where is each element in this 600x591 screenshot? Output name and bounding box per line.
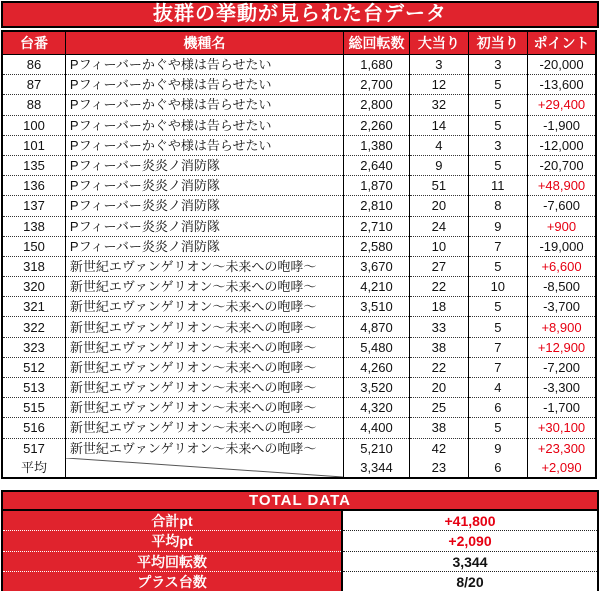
cell-jackpot: 10 xyxy=(410,236,468,256)
cell-machine-number: 88 xyxy=(2,95,65,115)
cell-first-hit: 4 xyxy=(468,378,527,398)
cell-machine-number: 136 xyxy=(2,176,65,196)
cell-jackpot: 51 xyxy=(410,176,468,196)
cell-machine-number: 137 xyxy=(2,196,65,216)
cell-total-spins: 4,400 xyxy=(343,418,409,438)
cell-jackpot: 3 xyxy=(410,55,468,75)
cell-machine-name: Pフィーバーかぐや様は告らせたい xyxy=(65,135,343,155)
table-row xyxy=(2,155,596,175)
cell-jackpot: 27 xyxy=(410,256,468,276)
cell-machine-number: 87 xyxy=(2,75,65,95)
cell-jackpot: 18 xyxy=(410,297,468,317)
cell-points: +12,900 xyxy=(528,337,597,357)
diagonal-line xyxy=(66,458,343,477)
col-header-first-hit: 初当り xyxy=(468,31,527,55)
table-row xyxy=(2,378,596,398)
cell-first-hit: 5 xyxy=(468,115,527,135)
average-points: +2,090 xyxy=(528,458,597,478)
cell-total-spins: 3,520 xyxy=(343,378,409,398)
cell-points: -20,000 xyxy=(528,55,597,75)
cell-machine-number: 318 xyxy=(2,256,65,276)
table-row xyxy=(2,196,596,216)
cell-first-hit: 5 xyxy=(468,297,527,317)
cell-machine-name: Pフィーバー炎炎ノ消防隊 xyxy=(65,155,343,175)
cell-jackpot: 12 xyxy=(410,75,468,95)
cell-first-hit: 10 xyxy=(468,277,527,297)
cell-jackpot: 38 xyxy=(410,418,468,438)
cell-jackpot: 32 xyxy=(410,95,468,115)
total-row-label: 平均pt xyxy=(2,531,342,552)
cell-first-hit: 9 xyxy=(468,438,527,458)
cell-machine-number: 321 xyxy=(2,297,65,317)
cell-machine-number: 138 xyxy=(2,216,65,236)
cell-jackpot: 38 xyxy=(410,337,468,357)
cell-machine-name: 新世紀エヴァンゲリオン～未来への咆哮～ xyxy=(65,438,343,458)
cell-first-hit: 3 xyxy=(468,135,527,155)
cell-points: +29,400 xyxy=(528,95,597,115)
cell-machine-number: 515 xyxy=(2,398,65,418)
total-row-value: 3,344 xyxy=(342,551,598,572)
average-name-cell-diagonal xyxy=(65,458,343,478)
cell-first-hit: 9 xyxy=(468,216,527,236)
cell-jackpot: 33 xyxy=(410,317,468,337)
cell-points: -7,200 xyxy=(528,357,597,377)
average-jackpot: 23 xyxy=(410,458,468,478)
cell-first-hit: 11 xyxy=(468,176,527,196)
table-row xyxy=(2,418,596,438)
cell-machine-name: Pフィーバーかぐや様は告らせたい xyxy=(65,115,343,135)
cell-machine-number: 323 xyxy=(2,337,65,357)
cell-first-hit: 7 xyxy=(468,236,527,256)
table-row xyxy=(2,297,596,317)
col-header-total-spins: 総回転数 xyxy=(343,31,409,55)
cell-points: -19,000 xyxy=(528,236,597,256)
cell-machine-number: 320 xyxy=(2,277,65,297)
cell-points: -8,500 xyxy=(528,277,597,297)
cell-machine-name: 新世紀エヴァンゲリオン～未来への咆哮～ xyxy=(65,357,343,377)
table-row xyxy=(2,216,596,236)
cell-machine-name: 新世紀エヴァンゲリオン～未来への咆哮～ xyxy=(65,418,343,438)
total-row-value: +41,800 xyxy=(342,510,598,531)
total-table-body xyxy=(2,510,598,591)
table-row xyxy=(2,317,596,337)
total-row-label: 平均回転数 xyxy=(2,551,342,572)
total-row-value: +2,090 xyxy=(342,531,598,552)
cell-machine-name: Pフィーバーかぐや様は告らせたい xyxy=(65,55,343,75)
cell-first-hit: 3 xyxy=(468,55,527,75)
cell-total-spins: 4,320 xyxy=(343,398,409,418)
cell-total-spins: 5,210 xyxy=(343,438,409,458)
cell-jackpot: 24 xyxy=(410,216,468,236)
cell-total-spins: 2,640 xyxy=(343,155,409,175)
cell-points: -1,700 xyxy=(528,398,597,418)
cell-total-spins: 2,810 xyxy=(343,196,409,216)
cell-machine-name: 新世紀エヴァンゲリオン～未来への咆哮～ xyxy=(65,277,343,297)
table-row xyxy=(2,176,596,196)
cell-points: -12,000 xyxy=(528,135,597,155)
cell-points: -3,700 xyxy=(528,297,597,317)
cell-total-spins: 2,580 xyxy=(343,236,409,256)
table-row xyxy=(2,256,596,276)
cell-total-spins: 2,800 xyxy=(343,95,409,115)
cell-points: -3,300 xyxy=(528,378,597,398)
cell-points: +23,300 xyxy=(528,438,597,458)
cell-total-spins: 4,870 xyxy=(343,317,409,337)
cell-total-spins: 5,480 xyxy=(343,337,409,357)
cell-machine-name: 新世紀エヴァンゲリオン～未来への咆哮～ xyxy=(65,317,343,337)
table-row xyxy=(2,337,596,357)
cell-machine-number: 100 xyxy=(2,115,65,135)
cell-jackpot: 20 xyxy=(410,196,468,216)
total-row-label: プラス台数 xyxy=(2,572,342,591)
cell-machine-number: 512 xyxy=(2,357,65,377)
cell-machine-name: 新世紀エヴァンゲリオン～未来への咆哮～ xyxy=(65,398,343,418)
average-first-hit: 6 xyxy=(468,458,527,478)
cell-machine-name: Pフィーバーかぐや様は告らせたい xyxy=(65,95,343,115)
cell-machine-number: 516 xyxy=(2,418,65,438)
cell-machine-number: 150 xyxy=(2,236,65,256)
total-row xyxy=(2,531,598,552)
table-row xyxy=(2,277,596,297)
cell-machine-name: 新世紀エヴァンゲリオン～未来への咆哮～ xyxy=(65,297,343,317)
cell-machine-number: 101 xyxy=(2,135,65,155)
cell-jackpot: 22 xyxy=(410,357,468,377)
cell-first-hit: 7 xyxy=(468,357,527,377)
table-row xyxy=(2,75,596,95)
cell-jackpot: 4 xyxy=(410,135,468,155)
cell-first-hit: 5 xyxy=(468,317,527,337)
cell-first-hit: 5 xyxy=(468,256,527,276)
table-row xyxy=(2,357,596,377)
average-spins: 3,344 xyxy=(343,458,409,478)
table-header xyxy=(2,31,596,55)
cell-jackpot: 22 xyxy=(410,277,468,297)
table-row xyxy=(2,95,596,115)
total-row xyxy=(2,572,598,591)
table-row xyxy=(2,236,596,256)
cell-machine-number: 135 xyxy=(2,155,65,175)
cell-points: -20,700 xyxy=(528,155,597,175)
average-row xyxy=(2,458,596,478)
col-header-machine-name: 機種名 xyxy=(65,31,343,55)
cell-machine-number: 517 xyxy=(2,438,65,458)
cell-first-hit: 5 xyxy=(468,95,527,115)
average-label: 平均 xyxy=(2,458,65,478)
cell-machine-name: 新世紀エヴァンゲリオン～未来への咆哮～ xyxy=(65,378,343,398)
cell-machine-number: 513 xyxy=(2,378,65,398)
col-header-jackpot: 大当り xyxy=(410,31,468,55)
col-header-machine-number: 台番 xyxy=(2,31,65,55)
cell-total-spins: 4,210 xyxy=(343,277,409,297)
cell-machine-name: Pフィーバー炎炎ノ消防隊 xyxy=(65,216,343,236)
cell-machine-name: Pフィーバー炎炎ノ消防隊 xyxy=(65,236,343,256)
cell-machine-name: Pフィーバー炎炎ノ消防隊 xyxy=(65,196,343,216)
cell-total-spins: 4,260 xyxy=(343,357,409,377)
cell-total-spins: 2,260 xyxy=(343,115,409,135)
cell-total-spins: 2,710 xyxy=(343,216,409,236)
cell-jackpot: 42 xyxy=(410,438,468,458)
cell-machine-number: 86 xyxy=(2,55,65,75)
cell-first-hit: 6 xyxy=(468,398,527,418)
cell-machine-number: 322 xyxy=(2,317,65,337)
cell-points: +30,100 xyxy=(528,418,597,438)
cell-points: -1,900 xyxy=(528,115,597,135)
main-table-body xyxy=(2,55,596,458)
cell-jackpot: 20 xyxy=(410,378,468,398)
cell-first-hit: 8 xyxy=(468,196,527,216)
table-row xyxy=(2,438,596,458)
cell-jackpot: 14 xyxy=(410,115,468,135)
total-row-label: 合計pt xyxy=(2,510,342,531)
table-row xyxy=(2,135,596,155)
cell-first-hit: 5 xyxy=(468,75,527,95)
cell-total-spins: 1,870 xyxy=(343,176,409,196)
table-row xyxy=(2,398,596,418)
total-row-value: 8/20 xyxy=(342,572,598,591)
cell-total-spins: 3,670 xyxy=(343,256,409,276)
cell-jackpot: 9 xyxy=(410,155,468,175)
cell-machine-name: Pフィーバーかぐや様は告らせたい xyxy=(65,75,343,95)
total-row xyxy=(2,551,598,572)
total-row xyxy=(2,510,598,531)
cell-total-spins: 3,510 xyxy=(343,297,409,317)
cell-total-spins: 1,680 xyxy=(343,55,409,75)
cell-first-hit: 5 xyxy=(468,418,527,438)
col-header-points: ポイント xyxy=(528,31,597,55)
cell-jackpot: 25 xyxy=(410,398,468,418)
cell-points: +900 xyxy=(528,216,597,236)
cell-machine-name: Pフィーバー炎炎ノ消防隊 xyxy=(65,176,343,196)
cell-machine-name: 新世紀エヴァンゲリオン～未来への咆哮～ xyxy=(65,256,343,276)
cell-machine-name: 新世紀エヴァンゲリオン～未来への咆哮～ xyxy=(65,337,343,357)
cell-total-spins: 1,380 xyxy=(343,135,409,155)
table-row xyxy=(2,55,596,75)
total-data-title: TOTAL DATA xyxy=(2,491,598,510)
page-title: 抜群の挙動が見られた台データ xyxy=(1,1,599,28)
average-row-body xyxy=(2,458,596,478)
cell-first-hit: 5 xyxy=(468,155,527,175)
cell-points: -7,600 xyxy=(528,196,597,216)
table-row xyxy=(2,115,596,135)
cell-points: +6,600 xyxy=(528,256,597,276)
total-data-table xyxy=(1,490,599,591)
machine-data-table xyxy=(1,30,597,479)
cell-points: +8,900 xyxy=(528,317,597,337)
cell-total-spins: 2,700 xyxy=(343,75,409,95)
cell-first-hit: 7 xyxy=(468,337,527,357)
cell-points: -13,600 xyxy=(528,75,597,95)
cell-points: +48,900 xyxy=(528,176,597,196)
